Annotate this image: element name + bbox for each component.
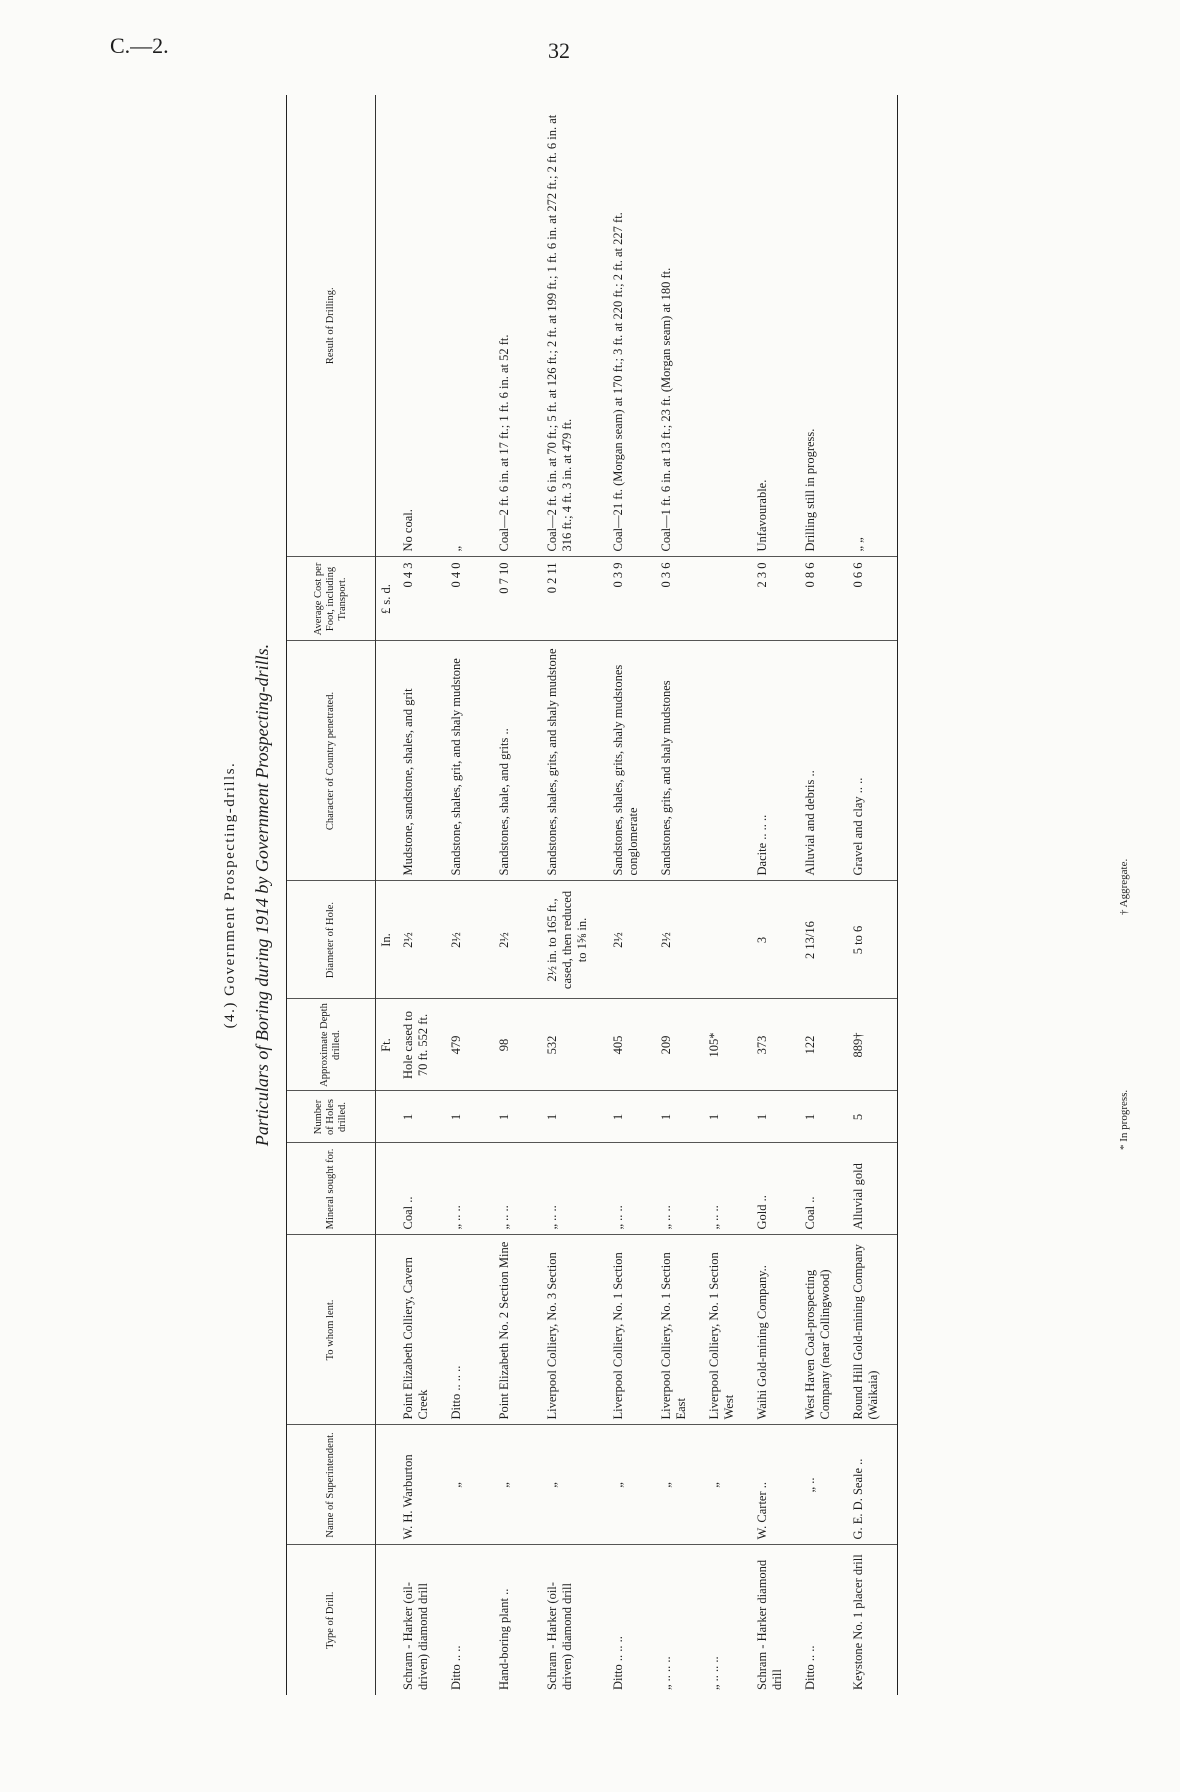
cost-cell: 0 3 6 xyxy=(657,557,705,641)
depth-cell: Hole cased to 70 ft. 552 ft. xyxy=(399,999,447,1091)
mineral-cell: „ .. .. xyxy=(447,1143,495,1235)
drill-type-cell: Ditto .. .. .. xyxy=(611,1636,625,1690)
diameter-cell: 2½ in. to 165 ft., cased, then reduced to 1⅝ in. xyxy=(543,881,609,999)
depth-cell: 98 xyxy=(495,999,543,1091)
drill-type-cell: „ .. .. .. xyxy=(707,1656,721,1690)
superintendent-cell: „ xyxy=(495,1425,543,1545)
drill-type-cell: Ditto .. .. xyxy=(449,1645,463,1690)
page-left-header: C.—2. xyxy=(110,33,169,58)
lent-to-cell: Liverpool Colliery, No. 1 Section West xyxy=(705,1235,753,1425)
column-header: Result of Drilling. xyxy=(287,95,376,557)
country-cell: Gravel and clay .. .. xyxy=(849,641,898,881)
holes-cell: 1 xyxy=(495,1091,543,1143)
lent-to-cell: Liverpool Colliery, No. 1 Section xyxy=(609,1235,657,1425)
country-cell: Sandstone, shales, grit, and shaly mudstone xyxy=(447,641,495,881)
superintendent-cell: W. H. Warburton xyxy=(399,1425,447,1545)
table-row xyxy=(495,95,543,1695)
holes-cell: 1 xyxy=(705,1091,753,1143)
drill-type-cell: Ditto .. .. xyxy=(803,1645,817,1690)
lent-to-cell: Liverpool Colliery, No. 1 Section East xyxy=(657,1235,705,1425)
table-header-row xyxy=(287,95,376,1695)
lent-to-cell: Point Elizabeth No. 2 Section Mine xyxy=(495,1235,543,1425)
depth-cell: 209 xyxy=(657,999,705,1091)
depth-cell: 405 xyxy=(609,999,657,1091)
depth-cell: 532 xyxy=(543,999,609,1091)
depth-cell: 122 xyxy=(801,999,849,1091)
diameter-cell: 5 to 6 xyxy=(849,881,898,999)
column-header: Number of Holes drilled. xyxy=(287,1091,376,1143)
column-header: Approximate Depth drilled. xyxy=(287,999,376,1091)
result-cell: „ xyxy=(447,95,495,557)
holes-cell: 1 xyxy=(399,1091,447,1143)
lent-to-cell: Round Hill Gold-mining Company (Waikaia) xyxy=(849,1235,898,1425)
country-cell: Mudstone, sandstone, shales, and grit xyxy=(399,641,447,881)
table-row xyxy=(753,95,801,1695)
lent-to-cell: Point Elizabeth Colliery, Cavern Creek xyxy=(399,1235,447,1425)
diameter-cell: 2½ xyxy=(657,881,705,999)
depth-cell: 105* xyxy=(705,999,753,1091)
cost-cell: 0 4 3 xyxy=(399,557,447,641)
drill-type-cell: Schram - Harker diamond drill xyxy=(755,1559,784,1690)
mineral-cell: Coal .. xyxy=(399,1143,447,1235)
holes-cell: 1 xyxy=(543,1091,609,1143)
cost-cell: 0 6 6 xyxy=(849,557,898,641)
result-cell: Coal—1 ft. 6 in. at 13 ft.; 23 ft. (Morgan seam) at 180 ft. xyxy=(657,95,705,557)
table-row xyxy=(399,95,447,1695)
table-row xyxy=(447,95,495,1695)
table-row xyxy=(801,95,849,1695)
superintendent-cell: „ .. xyxy=(801,1425,849,1545)
column-header: Name of Superintendent. xyxy=(287,1425,376,1545)
diameter-unit: In. xyxy=(376,881,400,999)
column-header: Type of Drill. xyxy=(287,1545,376,1695)
result-cell: Drilling still in progress. xyxy=(801,95,849,557)
superintendent-cell: „ xyxy=(447,1425,495,1545)
units-row xyxy=(376,95,400,1695)
depth-unit: Ft. xyxy=(376,999,400,1091)
table-row xyxy=(657,95,705,1695)
diameter-cell: 2½ xyxy=(447,881,495,999)
column-header: To whom lent. xyxy=(287,1235,376,1425)
diameter-cell: 2½ xyxy=(495,881,543,999)
table-title: Particulars of Boring during 1914 by Government Prospecting-drills. xyxy=(252,643,272,1147)
diameter-cell: 3 xyxy=(753,881,801,999)
page-number: 32 xyxy=(548,38,570,63)
drill-type-cell: Hand-boring plant .. xyxy=(497,1588,511,1690)
country-cell: Sandstones, grits, and shaly mudstones xyxy=(657,641,705,881)
mineral-cell: „ .. .. xyxy=(609,1143,657,1235)
country-cell: Sandstones, shales, grits, shaly mudstones conglomerate xyxy=(609,641,657,881)
drill-type-cell: Keystone No. 1 placer drill xyxy=(849,1545,898,1695)
cost-cell: 0 2 11 xyxy=(543,557,609,641)
table-row xyxy=(849,95,898,1695)
footnote-in-progress: * In progress. xyxy=(1118,1089,1130,1150)
table-row xyxy=(543,95,609,1695)
result-cell xyxy=(705,95,753,557)
country-cell: Sandstones, shale, and grits .. xyxy=(495,641,543,881)
country-cell xyxy=(705,641,753,881)
superintendent-cell: „ xyxy=(705,1425,753,1545)
drill-type-cell: „ .. .. .. xyxy=(659,1656,673,1690)
footnote-aggregate: † Aggregate. xyxy=(1118,858,1130,915)
cost-cell: 0 4 0 xyxy=(447,557,495,641)
superintendent-cell: „ xyxy=(543,1425,609,1545)
country-cell: Dacite .. .. .. xyxy=(753,641,801,881)
country-cell: Alluvial and debris .. xyxy=(801,641,849,881)
table-row xyxy=(609,95,657,1695)
depth-cell: 889† xyxy=(849,999,898,1091)
holes-cell: 1 xyxy=(801,1091,849,1143)
lent-to-cell: Liverpool Colliery, No. 3 Section xyxy=(543,1235,609,1425)
diameter-cell: 2½ xyxy=(399,881,447,999)
column-header: Character of Country penetrated. xyxy=(287,641,376,881)
mineral-cell: Coal .. xyxy=(801,1143,849,1235)
diameter-cell: 2 13/16 xyxy=(801,881,849,999)
column-header: Diameter of Hole. xyxy=(287,881,376,999)
cost-cell: 0 3 9 xyxy=(609,557,657,641)
mineral-cell: „ .. .. xyxy=(705,1143,753,1235)
result-cell: Coal—2 ft. 6 in. at 70 ft.; 5 ft. at 126 ft.; 2 ft. at 199 ft.; 1 ft. 6 in. at 272 ft.; 2 ft. 6 in. at 316 ft.; 4 ft. 3 in. at 479 ft. xyxy=(543,95,609,557)
table-row xyxy=(705,95,753,1695)
cost-cell: 0 8 6 xyxy=(801,557,849,641)
diameter-cell: 2½ xyxy=(609,881,657,999)
column-header: Mineral sought for. xyxy=(287,1143,376,1235)
holes-cell: 5 xyxy=(849,1091,898,1143)
superintendent-cell: „ xyxy=(609,1425,657,1545)
country-cell: Sandstones, shales, grits, and shaly mudstone xyxy=(543,641,609,881)
depth-cell: 479 xyxy=(447,999,495,1091)
superintendent-cell: „ xyxy=(657,1425,705,1545)
depth-cell: 373 xyxy=(753,999,801,1091)
cost-cell: 0 7 10 xyxy=(495,557,543,641)
holes-cell: 1 xyxy=(609,1091,657,1143)
section-title: (4.) Government Prospecting-drills. xyxy=(222,761,238,1029)
cost-unit: £ s. d. xyxy=(376,557,400,641)
mineral-cell: „ .. .. xyxy=(543,1143,609,1235)
lent-to-cell: Waihi Gold-mining Company.. xyxy=(753,1235,801,1425)
lent-to-cell: West Haven Coal-prospecting Company (near Collingwood) xyxy=(801,1235,849,1425)
holes-cell: 1 xyxy=(753,1091,801,1143)
boring-particulars-table xyxy=(286,95,898,1695)
result-cell: Coal—2 ft. 6 in. at 17 ft.; 1 ft. 6 in. at 52 ft. xyxy=(495,95,543,557)
result-cell: Coal—21 ft. (Morgan seam) at 170 ft.; 3 ft. at 220 ft.; 2 ft. at 227 ft. xyxy=(609,95,657,557)
column-header: Average Cost per Foot, including Transport. xyxy=(287,557,376,641)
drill-type-cell: Schram - Harker (oil-driven) diamond drill xyxy=(545,1582,574,1690)
result-cell: Unfavourable. xyxy=(753,95,801,557)
cost-cell: 2 3 0 xyxy=(753,557,801,641)
result-cell: No coal. xyxy=(399,95,447,557)
superintendent-cell: G. E. D. Seale .. xyxy=(849,1425,898,1545)
drill-type-cell: Schram - Harker (oil-driven) diamond drill xyxy=(401,1582,430,1690)
lent-to-cell: Ditto .. .. .. xyxy=(447,1235,495,1425)
rotated-landscape-table-area xyxy=(200,95,1180,1695)
mineral-cell: Gold .. xyxy=(753,1143,801,1235)
result-cell: „ „ xyxy=(849,95,898,557)
diameter-cell xyxy=(705,881,753,999)
superintendent-cell: W. Carter .. xyxy=(753,1425,801,1545)
mineral-cell: Alluvial gold xyxy=(849,1143,898,1235)
cost-cell xyxy=(705,557,753,641)
holes-cell: 1 xyxy=(657,1091,705,1143)
holes-cell: 1 xyxy=(447,1091,495,1143)
mineral-cell: „ .. .. xyxy=(495,1143,543,1235)
mineral-cell: „ .. .. xyxy=(657,1143,705,1235)
